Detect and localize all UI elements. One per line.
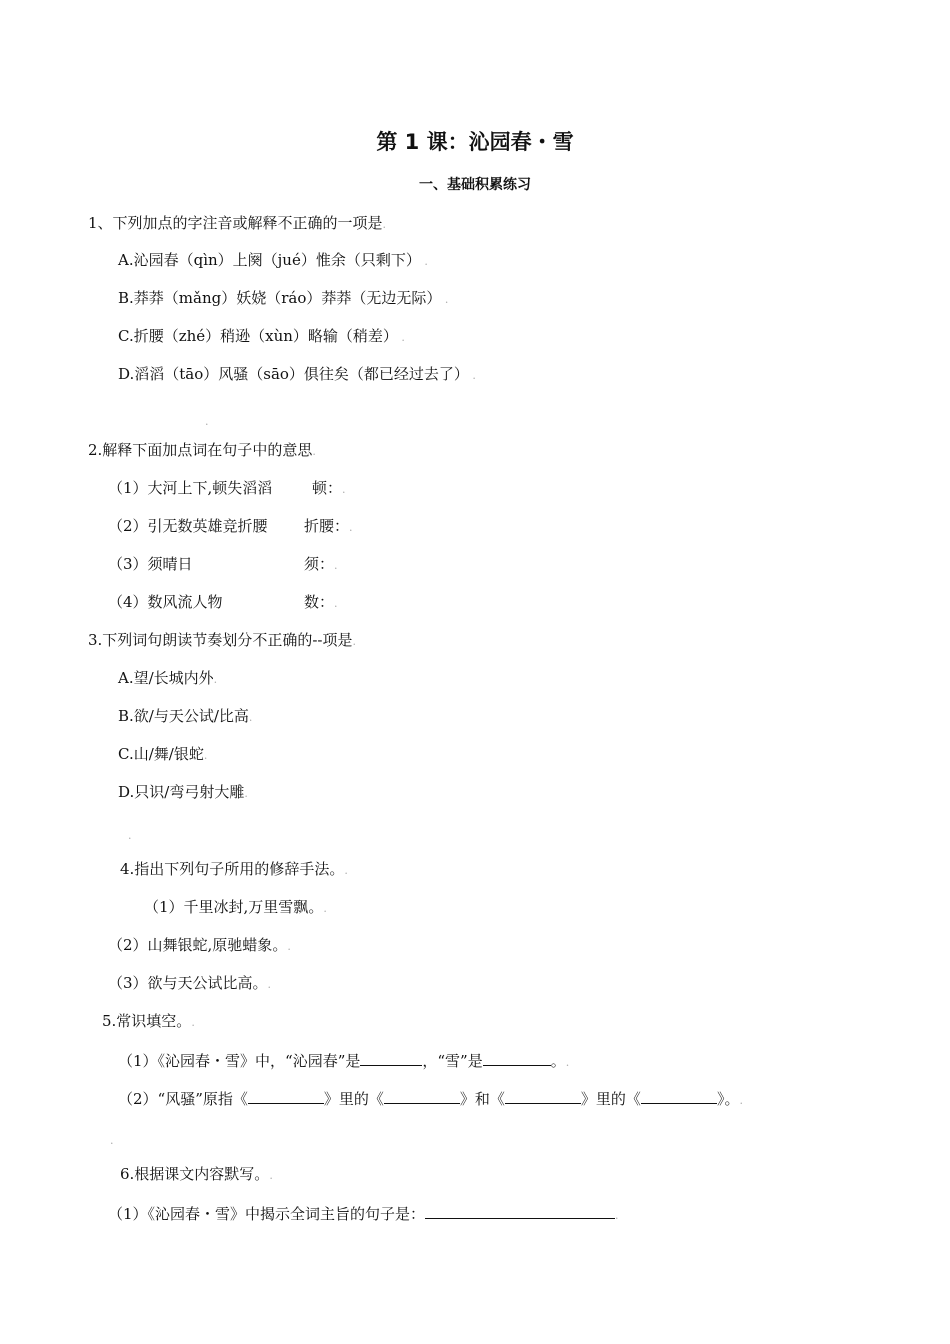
page-title: 第 1 课：沁园春・雪 [376, 130, 574, 154]
question-5-line-2: （2）“风骚”原指《 》里的《 》和《 》里的《 》。. [118, 1087, 743, 1111]
question-6-stem: 6.根据课文内容默写。. [120, 1165, 273, 1183]
question-2-item-4: （4）数风流人物 [108, 593, 223, 611]
question-3-option-c: C.山/舞/银蛇. [118, 745, 208, 763]
answer-blank[interactable] [425, 1202, 615, 1219]
question-3-stem: 3.下列词句朗读节奏划分不正确的--项是. [88, 631, 356, 649]
question-4-item-3: （3）欲与天公试比高。. [108, 974, 272, 992]
question-4-stem: 4.指出下列句子所用的修辞手法。. [120, 860, 348, 878]
paragraph-mark: . [205, 415, 209, 428]
question-1-stem: 1、下列加点的字注音或解释不正确的一项是. [88, 214, 387, 232]
question-2-item-2: （2）引无数英雄竞折腰 [108, 517, 268, 535]
paragraph-mark: . [128, 829, 132, 842]
question-2-item-3: （3）须晴日 [108, 555, 193, 573]
question-5-stem: 5.常识填空。. [102, 1012, 195, 1030]
question-2-item-1: （1）大河上下,顿失滔滔 [108, 479, 273, 497]
question-2-item-3-word: 须：. [304, 555, 338, 573]
question-3-option-b: B.欲/与天公试/比高. [118, 707, 253, 725]
question-3-option-d: D.只识/弯弓射大雕. [118, 783, 248, 801]
answer-blank[interactable] [483, 1049, 551, 1066]
question-5-line-1: （1）《沁园春・雪》中，“沁园春”是 ，“雪”是 。. [118, 1049, 569, 1073]
answer-blank[interactable] [248, 1087, 324, 1104]
question-3-option-a: A.望/长城内外. [118, 669, 218, 687]
question-6-line-1: （1）《沁园春・雪》中揭示全词主旨的句子是： . [108, 1202, 619, 1226]
question-1-option-c: C.折腰（zhé）稍逊（xùn）略输（稍差） . [118, 327, 405, 345]
answer-blank[interactable] [505, 1087, 581, 1104]
question-4-item-2: （2）山舞银蛇,原驰蜡象。. [108, 936, 291, 954]
answer-blank[interactable] [384, 1087, 460, 1104]
question-2-item-4-word: 数：. [304, 593, 338, 611]
section-heading: 一、基础积累练习 [419, 177, 531, 193]
question-1-option-d: D.滔滔（tāo）风骚（sāo）俱往矣（都已经过去了） . [118, 365, 476, 383]
answer-blank[interactable] [360, 1049, 422, 1066]
paragraph-mark: . [110, 1134, 114, 1147]
question-1-option-a: A.沁园春（qìn）上阕（jué）惟余（只剩下） . [118, 251, 428, 269]
question-2-stem: 2.解释下面加点词在句子中的意思. [88, 441, 316, 459]
answer-blank[interactable] [641, 1087, 717, 1104]
question-4-item-1: （1）千里冰封,万里雪飘。. [144, 898, 327, 916]
question-2-item-1-word: 顿：. [312, 479, 346, 497]
question-1-option-b: B.莽莽（mǎng）妖娆（ráo）莽莽（无边无际） . [118, 289, 449, 307]
question-2-item-2-word: 折腰：. [304, 517, 353, 535]
